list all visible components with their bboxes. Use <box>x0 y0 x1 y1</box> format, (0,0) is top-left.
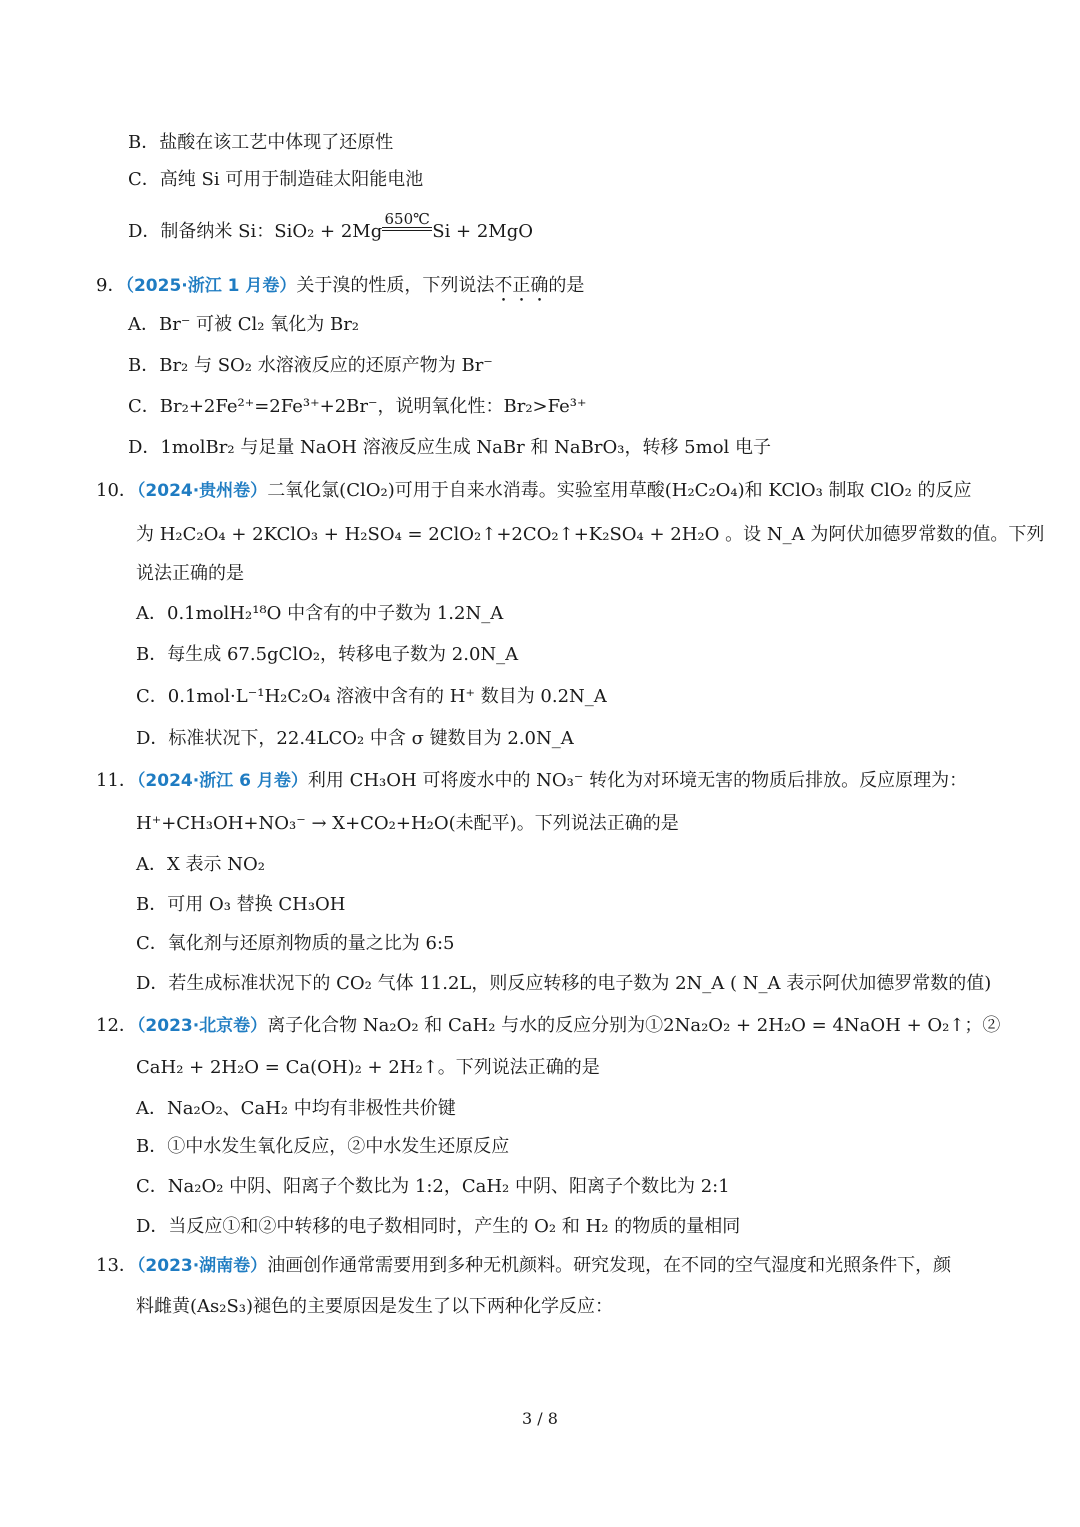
q10-stem-line2: 为 H₂C₂O₄ + 2KClO₃ + H₂SO₄ = 2ClO₂↑+2CO₂↑+K₂SO₄ + 2H₂O 。设 N_A 为阿伏加德罗常数的值。下列 <box>136 524 1045 545</box>
question-number: 13． <box>96 1255 137 1276</box>
source-tag: （2023·湖南卷） <box>136 1256 268 1276</box>
stem-text: 油画创作通常需要用到多种无机颜料。研究发现，在不同的空气湿度和光照条件下，颜 <box>267 1255 952 1276</box>
q9-option-a: A．Br⁻ 可被 Cl₂ 氧化为 Br₂ <box>128 314 360 335</box>
page-number: 3 / 8 <box>522 1409 558 1428</box>
q10-option-b: B．每生成 67.5gClO₂，转移电子数为 2.0N_A <box>136 644 519 665</box>
stem-text: 二氧化氯(ClO₂)可用于自来水消毒。实验室用草酸(H₂C₂O₄)和 KClO₃ 制取 ClO₂ 的反应 <box>267 480 972 501</box>
question-11-stem <box>96 769 967 793</box>
q11-option-b: B．可用 O₃ 替换 CH₃OH <box>136 894 346 915</box>
question-13-stem <box>96 1254 951 1278</box>
question-number: 11． <box>96 770 137 791</box>
source-tag: （2024·浙江 6 月卷） <box>136 771 308 791</box>
q10-option-d: D．标准状况下，22.4LCO₂ 中含 σ 键数目为 2.0N_A <box>136 728 574 749</box>
q8-option-b: B．盐酸在该工艺中体现了还原性 <box>128 132 394 153</box>
question-12-stem <box>96 1014 1000 1038</box>
q10-option-c: C．0.1mol·L⁻¹H₂C₂O₄ 溶液中含有的 H⁺ 数目为 0.2N_A <box>136 686 607 707</box>
q9-option-b: B．Br₂ 与 SO₂ 水溶液反应的还原产物为 Br⁻ <box>128 355 493 376</box>
stem-text: 利用 CH₃OH 可将废水中的 NO₃⁻ 转化为对环境无害的物质后排放。反应原理为： <box>307 770 968 791</box>
stem-text: 关于溴的性质，下列说法 <box>296 275 495 296</box>
question-number: 9． <box>96 275 126 296</box>
q8-d-products: Si + 2MgO <box>432 221 534 242</box>
q10-stem-line3: 说法正确的是 <box>136 563 244 584</box>
source-tag: （2023·北京卷） <box>136 1016 268 1036</box>
q8-d-reactants: D．制备纳米 Si：SiO₂ + 2Mg <box>128 221 383 242</box>
q10-option-a: A．0.1molH₂¹⁸O 中含有的中子数为 1.2N_A <box>136 603 504 624</box>
q8-option-d <box>128 210 534 244</box>
q12-option-b: B．①中水发生氧化反应，②中水发生还原反应 <box>136 1136 510 1157</box>
q8-option-c: C．高纯 Si 可用于制造硅太阳能电池 <box>128 169 424 190</box>
q9-option-c: C．Br₂+2Fe²⁺=2Fe³⁺+2Br⁻，说明氧化性：Br₂>Fe³⁺ <box>128 396 587 417</box>
reaction-condition <box>382 210 432 237</box>
q11-option-a: A．X 表示 NO₂ <box>136 854 265 875</box>
question-9-stem <box>96 274 584 306</box>
q11-stem-line2: H⁺+CH₃OH+NO₃⁻ → X+CO₂+H₂O(未配平)。下列说法正确的是 <box>136 813 679 834</box>
q12-stem-line2: CaH₂ + 2H₂O = Ca(OH)₂ + 2H₂↑。下列说法正确的是 <box>136 1057 600 1078</box>
source-tag: （2024·贵州卷） <box>136 481 268 501</box>
stem-text-end: 的是 <box>548 275 585 296</box>
q12-option-a: A．Na₂O₂、CaH₂ 中均有非极性共价键 <box>136 1098 456 1119</box>
stem-text: 离子化合物 Na₂O₂ 和 CaH₂ 与水的反应分别为①2Na₂O₂ + 2H₂O = 4NaOH + O₂↑；② <box>267 1015 1001 1036</box>
question-10-stem <box>96 479 972 503</box>
reaction-condition-label: 650℃ <box>384 210 430 228</box>
question-number: 10． <box>96 480 137 501</box>
question-number: 12． <box>96 1015 137 1036</box>
q12-option-d: D．当反应①和②中转移的电子数相同时，产生的 O₂ 和 H₂ 的物质的量相同 <box>136 1216 741 1237</box>
equals-bar <box>382 227 432 231</box>
q13-stem-line2: 料雌黄(As₂S₃)褪色的主要原因是发生了以下两种化学反应： <box>136 1296 614 1317</box>
source-tag: （2025·浙江 1 月卷） <box>125 276 297 296</box>
q9-option-d: D．1molBr₂ 与足量 NaOH 溶液反应生成 NaBr 和 NaBrO₃，转移 5mol 电子 <box>128 437 772 458</box>
q11-option-d: D．若生成标准状况下的 CO₂ 气体 11.2L，则反应转移的电子数为 2N_A ( N_A 表示阿伏加德罗常数的值) <box>136 973 992 994</box>
q11-option-c: C．氧化剂与还原剂物质的量之比为 6:5 <box>136 933 455 954</box>
q12-option-c: C．Na₂O₂ 中阴、阳离子个数比为 1:2，CaH₂ 中阴、阳离子个数比为 2:1 <box>136 1176 730 1197</box>
emphasized-text: 不正确 <box>494 275 549 296</box>
